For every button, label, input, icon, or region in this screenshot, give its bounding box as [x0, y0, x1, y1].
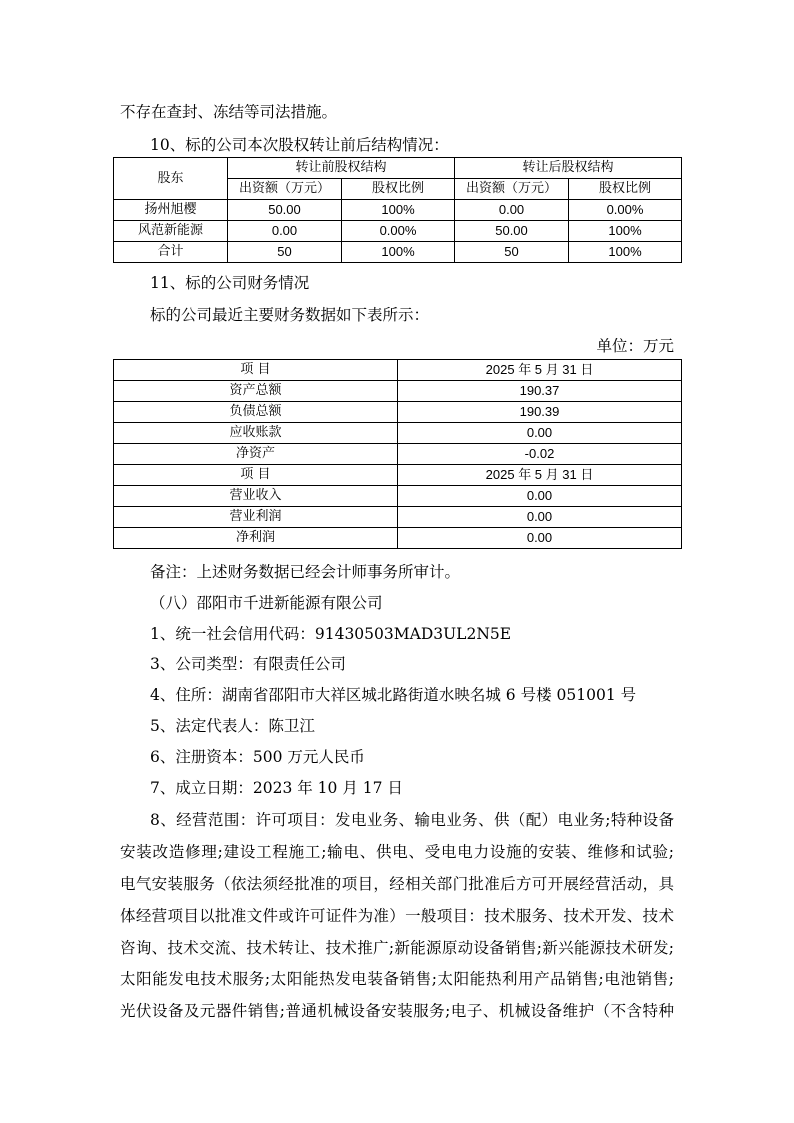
table-cell: 0.00 [455, 200, 569, 221]
table-cell: 2025 年 5 月 31 日 [398, 360, 682, 381]
subheader-capital-after: 出资额（万元） [455, 179, 569, 200]
table-cell: 资产总额 [114, 381, 398, 402]
table-cell: 项 目 [114, 465, 398, 486]
table-row [114, 221, 682, 242]
table-cell: 0.00 [398, 486, 682, 507]
table-cell: 0.00 [228, 221, 342, 242]
table-cell: -0.02 [398, 444, 682, 465]
credit-code-line: 1、统一社会信用代码：91430503MAD3UL2N5E [150, 625, 512, 643]
section-heading-10: 10、标的公司本次股权转让前后结构情况： [150, 136, 449, 154]
table-row-total [114, 242, 682, 263]
table-cell: 扬州旭樱 [114, 200, 228, 221]
audit-note: 备注：上述财务数据已经会计师事务所审计。 [150, 563, 461, 581]
table-cell: 净资产 [114, 444, 398, 465]
header-before-transfer: 转让前股权结构 [228, 158, 455, 179]
table-cell: 0.00 [398, 507, 682, 528]
table-cell: 应收账款 [114, 423, 398, 444]
header-shareholder: 股东 [114, 158, 228, 200]
table-cell: 合计 [114, 242, 228, 263]
table-cell: 100% [569, 221, 682, 242]
business-scope-line: 光伏设备及元器件销售;普通机械设备安装服务;电子、机械设备维护（不含特种 [120, 1002, 674, 1020]
establishment-date-line: 7、成立日期：2023 年 10 月 17 日 [150, 779, 403, 797]
business-scope-line: 太阳能发电技术服务;太阳能热发电装备销售;太阳能热利用产品销售;电池销售; [120, 970, 674, 988]
table-cell: 190.39 [398, 402, 682, 423]
table-row [114, 486, 682, 507]
table-cell: 0.00% [569, 200, 682, 221]
paragraph-text: 不存在查封、冻结等司法措施。 [120, 103, 338, 121]
table-row [114, 402, 682, 423]
table-cell: 100% [342, 242, 455, 263]
table-row [114, 444, 682, 465]
table-cell: 0.00 [398, 423, 682, 444]
business-scope-line: 8、经营范围：许可项目：发电业务、输电业务、供（配）电业务;特种设备 [150, 811, 674, 829]
unit-label: 单位：万元 [596, 337, 674, 355]
subheader-ratio-after: 股权比例 [569, 179, 682, 200]
table-cell: 190.37 [398, 381, 682, 402]
header-after-transfer: 转让后股权结构 [455, 158, 682, 179]
table-row [114, 200, 682, 221]
table-cell: 50 [228, 242, 342, 263]
table-cell: 0.00 [398, 528, 682, 549]
section-heading-company: （八）邵阳市千进新能源有限公司 [150, 594, 383, 612]
registered-capital-line: 6、注册资本：500 万元人民币 [150, 748, 365, 766]
table-row [114, 381, 682, 402]
section-heading-11: 11、标的公司财务情况 [150, 274, 310, 292]
business-scope-line: 电气安装服务（依法须经批准的项目，经相关部门批准后方可开展经营活动，具 [120, 875, 674, 893]
table-cell: 营业利润 [114, 507, 398, 528]
business-scope-line: 咨询、技术交流、技术转让、技术推广;新能源原动设备销售;新兴能源技术研发; [120, 939, 674, 957]
equity-structure-table [113, 157, 682, 263]
subheader-capital-before: 出资额（万元） [228, 179, 342, 200]
table-cell: 100% [569, 242, 682, 263]
table-cell: 2025 年 5 月 31 日 [398, 465, 682, 486]
table-row [114, 423, 682, 444]
table-cell: 风范新能源 [114, 221, 228, 242]
table-row [114, 465, 682, 486]
financial-data-table [113, 359, 682, 549]
table-cell: 50.00 [455, 221, 569, 242]
subheader-ratio-before: 股权比例 [342, 179, 455, 200]
legal-representative-line: 5、法定代表人：陈卫江 [150, 717, 315, 735]
business-scope-line: 安装改造修理;建设工程施工;输电、供电、受电电力设施的安装、维修和试验; [120, 843, 674, 861]
paragraph-text: 标的公司最近主要财务数据如下表所示： [150, 306, 430, 324]
table-cell: 50.00 [228, 200, 342, 221]
table-cell: 50 [455, 242, 569, 263]
business-scope-line: 体经营项目以批准文件或许可证件为准）一般项目：技术服务、技术开发、技术 [120, 907, 674, 925]
company-type-line: 3、公司类型：有限责任公司 [150, 655, 346, 673]
table-cell: 营业收入 [114, 486, 398, 507]
table-cell: 100% [342, 200, 455, 221]
table-row [114, 360, 682, 381]
address-line: 4、住所：湖南省邵阳市大祥区城北路街道水映名城 6 号楼 051001 号 [150, 686, 637, 704]
table-cell: 项 目 [114, 360, 398, 381]
table-cell: 净利润 [114, 528, 398, 549]
table-row [114, 507, 682, 528]
table-row [114, 528, 682, 549]
table-cell: 0.00% [342, 221, 455, 242]
table-cell: 负债总额 [114, 402, 398, 423]
